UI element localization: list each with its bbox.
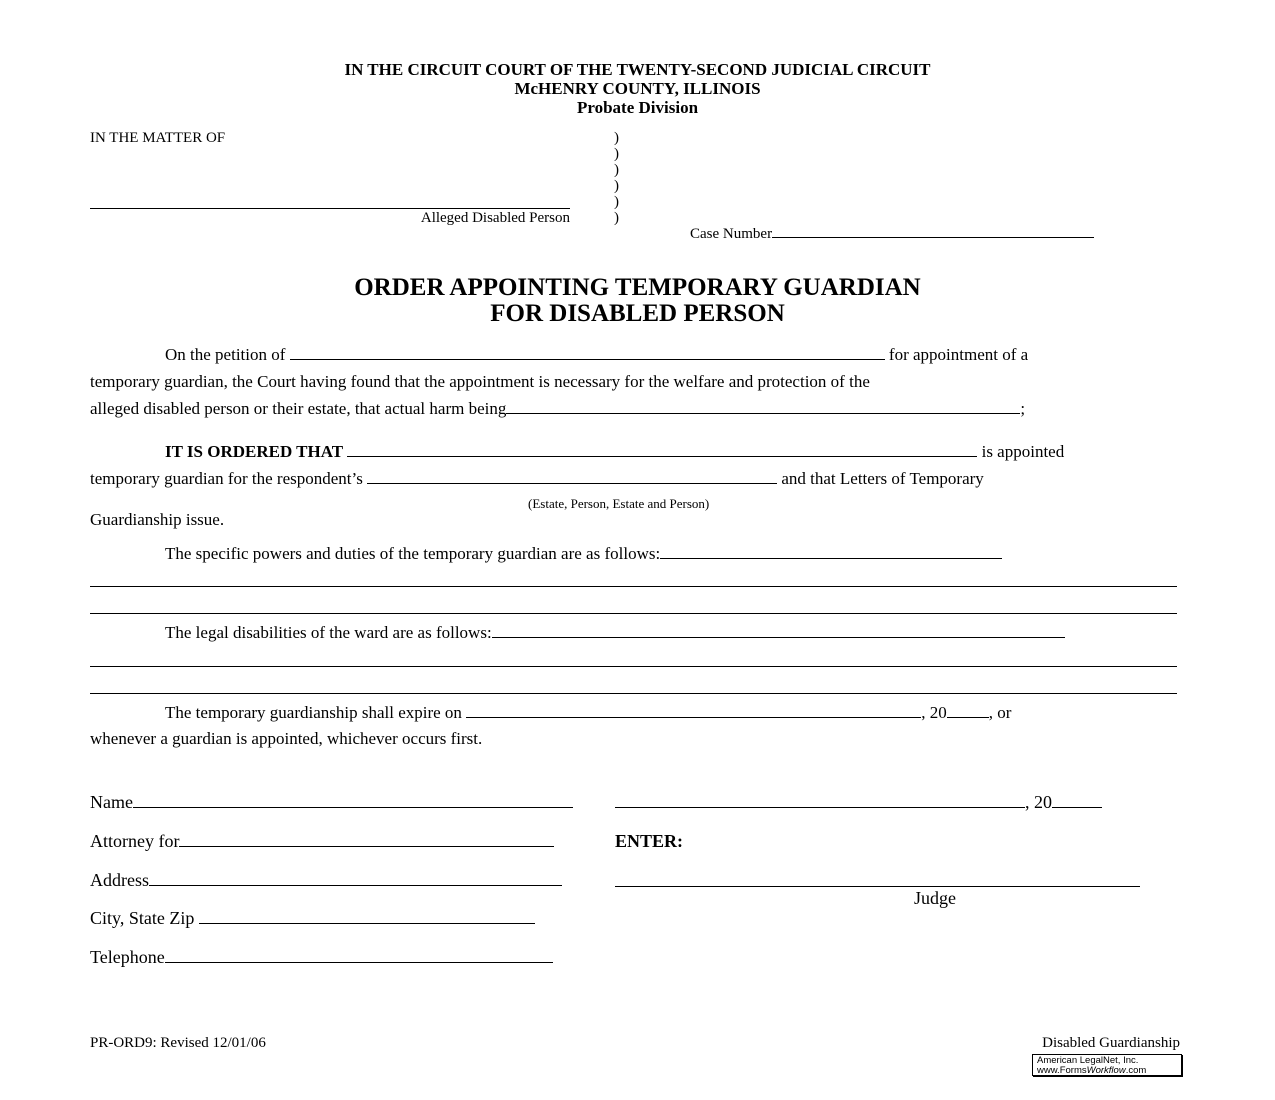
powers-line (165, 544, 1002, 564)
attorney-for-blank[interactable] (179, 832, 554, 847)
text: , 20 (921, 703, 947, 722)
case-number-row (690, 224, 1094, 244)
text: .com (1125, 1065, 1147, 1076)
guardianship-type-blank[interactable] (367, 469, 777, 484)
logo-line2 (1037, 1066, 1181, 1076)
ordered-heading: IT IS ORDERED THAT (165, 442, 344, 461)
caption-paren: ) (614, 194, 619, 210)
text: The legal disabilities of the ward are as follows: (165, 623, 492, 642)
disabilities-line (165, 623, 1065, 643)
actual-harm-blank[interactable] (506, 399, 1020, 414)
petition-line-3 (90, 399, 1025, 419)
text: The temporary guardianship shall expire on (165, 703, 462, 722)
text: is appointed (981, 442, 1065, 461)
label: Address (90, 870, 149, 890)
ordered-line-2 (90, 469, 984, 489)
telephone-blank[interactable] (165, 948, 553, 963)
entry-date-row (615, 792, 1102, 812)
text: On the petition of (165, 345, 286, 364)
text: , or (988, 703, 1012, 722)
text: Workflow (1086, 1065, 1126, 1076)
document-title-line1: ORDER APPOINTING TEMPORARY GUARDIAN (354, 274, 921, 301)
division-name: Probate Division (576, 98, 699, 117)
petition-line-2: temporary guardian, the Court having found that the appointment is necessary for the welfare and protection of the (90, 372, 870, 391)
document-title-line2: FOR DISABLED PERSON (490, 300, 785, 327)
disabilities-blank-line[interactable] (90, 693, 1177, 694)
label: Attorney for (90, 831, 180, 851)
text: for appointment of a (888, 345, 1029, 364)
entry-date-blank[interactable] (615, 793, 1025, 808)
text: The specific powers and duties of the temporary guardian are as follows: (165, 544, 661, 563)
text: alleged disabled person or their estate, that actual harm being (90, 399, 507, 418)
attorney-for-row (90, 831, 554, 851)
ordered-line (165, 442, 1064, 462)
attorney-name-row (90, 792, 573, 812)
label: City, State Zip (90, 908, 195, 928)
text: , 20 (1025, 792, 1052, 812)
guardian-name-blank[interactable] (347, 442, 977, 457)
expiration-year-blank[interactable] (947, 703, 989, 718)
disabilities-blank[interactable] (492, 623, 1065, 638)
american-legalnet-logo (1032, 1054, 1182, 1076)
attorney-name-blank[interactable] (133, 793, 573, 808)
judge-signature-line[interactable] (615, 886, 1140, 887)
form-category: Disabled Guardianship (1042, 1035, 1180, 1051)
court-name: IN THE CIRCUIT COURT OF THE TWENTY-SECOND JUDICIAL CIRCUIT (344, 60, 931, 79)
text: and that Letters of Temporary (781, 469, 984, 488)
ordered-line-3: Guardianship issue. (90, 510, 225, 529)
petitioner-blank[interactable] (290, 345, 885, 360)
city-state-zip-row (90, 908, 535, 928)
county-name: McHENRY COUNTY, ILLINOIS (514, 79, 761, 98)
city-state-zip-blank[interactable] (199, 909, 535, 924)
expiration-line (165, 703, 1011, 723)
caption-paren: ) (614, 162, 619, 178)
enter-label: ENTER: (615, 831, 684, 851)
expiration-date-blank[interactable] (466, 703, 921, 718)
powers-blank[interactable] (660, 544, 1002, 559)
text: ; (1020, 399, 1026, 418)
judge-label: Judge (914, 888, 956, 908)
case-number-label: Case Number (690, 226, 773, 242)
disabilities-blank-line[interactable] (90, 666, 1177, 667)
text: www.Forms (1037, 1065, 1087, 1076)
entry-year-blank[interactable] (1052, 793, 1102, 808)
telephone-row (90, 947, 553, 967)
alleged-disabled-person-label: Alleged Disabled Person (420, 210, 570, 226)
caption-paren: ) (614, 210, 619, 226)
expiration-line-2: whenever a guardian is appointed, whichever occurs first. (90, 729, 483, 748)
text: temporary guardian for the respondent’s (90, 469, 363, 488)
label: Name (90, 792, 133, 812)
petition-line (165, 345, 1028, 365)
caption-paren: ) (614, 130, 619, 146)
address-row (90, 870, 562, 890)
case-number-blank[interactable] (772, 225, 1094, 238)
guardianship-type-hint: (Estate, Person, Estate and Person) (528, 496, 710, 511)
logo-line1: American LegalNet, Inc. (1037, 1055, 1139, 1066)
powers-blank-line[interactable] (90, 586, 1177, 587)
caption-paren: ) (614, 146, 619, 162)
form-id: PR-ORD9: Revised 12/01/06 (90, 1035, 266, 1051)
in-the-matter-of-label: IN THE MATTER OF (90, 130, 226, 146)
label: Telephone (90, 947, 165, 967)
address-blank[interactable] (149, 871, 562, 886)
caption-paren: ) (614, 178, 619, 194)
powers-blank-line[interactable] (90, 613, 1177, 614)
